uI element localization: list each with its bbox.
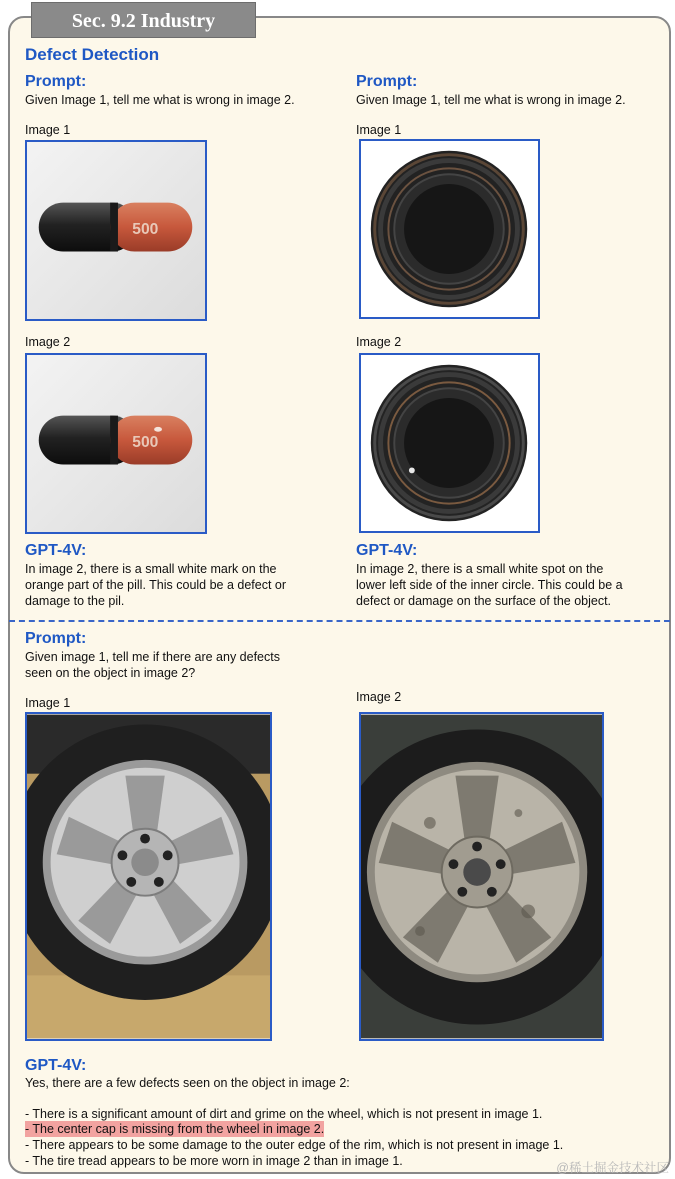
ring-graphic-defect: [361, 355, 538, 531]
ring-image-1: [359, 139, 540, 319]
pill-image-1: [25, 140, 207, 321]
right-answer-heading: GPT-4V:: [356, 542, 418, 559]
right-prompt-heading: Prompt:: [356, 73, 418, 90]
right-answer-line-2: lower left side of the inner circle. This could be a: [356, 578, 623, 592]
bottom-image1-label: Image 1: [25, 696, 71, 710]
bottom-answer-item-3: - There appears to be some damage to the outer edge of the rim, which is not present in image 1.: [25, 1138, 564, 1152]
ring-defect-spot: [409, 467, 415, 473]
bottom-prompt-line-2: seen on the object in image 2?: [25, 666, 196, 680]
left-answer-heading: GPT-4V:: [25, 542, 87, 559]
left-prompt-heading: Prompt:: [25, 73, 87, 90]
bottom-answer-heading: GPT-4V:: [25, 1057, 87, 1074]
bottom-image2-label: Image 2: [356, 690, 402, 704]
left-image1-label: Image 1: [25, 123, 71, 137]
left-answer-line-3: damage to the pil.: [25, 594, 125, 608]
bottom-prompt-line-1: Given image 1, tell me if there are any defects: [25, 650, 280, 664]
center-cap: [131, 848, 159, 876]
right-answer-line-1: In image 2, there is a small white spot on the: [356, 562, 604, 576]
wheel-image-2: [359, 712, 604, 1041]
right-answer-line-3: defect or damage on the surface of the object.: [356, 594, 612, 608]
pill-imprint-2: 500: [132, 433, 159, 451]
ring-graphic: [361, 141, 538, 317]
right-image1-label: Image 1: [356, 123, 402, 137]
pill-image-2: [25, 353, 207, 534]
pill-graphic-defect: [27, 355, 205, 532]
figure-title: Defect Detection: [25, 45, 160, 64]
bottom-prompt-heading: Prompt:: [25, 630, 87, 647]
right-prompt-text: Given Image 1, tell me what is wrong in image 2.: [356, 93, 626, 107]
wheel-graphic-defect: [361, 714, 602, 1039]
section-divider: [9, 620, 670, 622]
left-prompt-text: Given Image 1, tell me what is wrong in image 2.: [25, 93, 295, 107]
left-image2-label: Image 2: [25, 335, 71, 349]
ring-image-2: [359, 353, 540, 533]
bottom-answer-item-1: - There is a significant amount of dirt and grime on the wheel, which is not present in image 1.: [25, 1107, 543, 1121]
bottom-answer-item-2-highlighted: - The center cap is missing from the wheel in image 2.: [25, 1122, 325, 1136]
left-answer-line-2: orange part of the pill. This could be a defect or: [25, 578, 287, 592]
pill-graphic: [27, 142, 205, 319]
missing-center-cap: [463, 858, 491, 886]
pill-defect-mark: [154, 427, 162, 432]
left-answer-line-1: In image 2, there is a small white mark on the: [25, 562, 277, 576]
watermark: @稀土掘金技术社区: [556, 1161, 669, 1175]
wheel-graphic: [27, 714, 270, 1039]
bottom-answer-intro: Yes, there are a few defects seen on the object in image 2:: [25, 1076, 350, 1090]
right-image2-label: Image 2: [356, 335, 402, 349]
pill-imprint: 500: [132, 220, 159, 238]
wheel-image-1: [25, 712, 272, 1041]
bottom-answer-item-4: - The tire tread appears to be more worn in image 2 than in image 1.: [25, 1154, 403, 1168]
section-tab: Sec. 9.2 Industry: [31, 2, 256, 38]
